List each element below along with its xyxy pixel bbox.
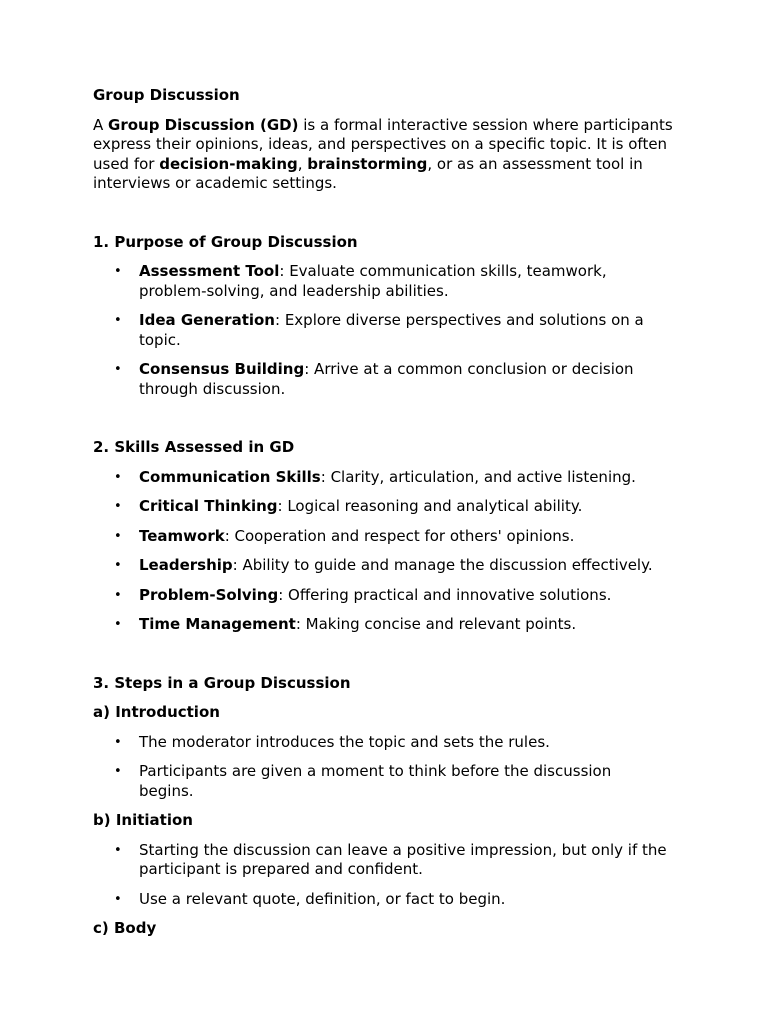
list-item-desc: : Making concise and relevant points.	[295, 615, 577, 633]
list-item-desc: : Ability to guide and manage the discussion effectively.	[232, 556, 653, 574]
list-item-term: Leadership	[139, 556, 233, 574]
introduction-list	[93, 733, 693, 802]
section-purpose	[93, 233, 693, 400]
list-item	[93, 556, 699, 576]
bullet-icon: •	[114, 734, 122, 750]
list-item	[93, 262, 669, 301]
bullet-icon: •	[114, 499, 122, 514]
list-item-term: Critical Thinking	[139, 497, 278, 515]
list-item-desc: : Clarity, articulation, and active listening.	[320, 467, 636, 486]
document-title: Group Discussion	[93, 86, 240, 104]
list-item-term: Time Management	[139, 615, 296, 633]
list-item-term: Teamwork	[139, 526, 225, 545]
bullet-icon: •	[114, 842, 122, 858]
list-item-desc: : Evaluate communication skills, teamwork, problem-solving, and leadership abilities.	[139, 262, 607, 300]
section-steps	[93, 674, 693, 939]
intro-text-4: , or as an assessment tool in interviews or academic settings.	[93, 154, 643, 192]
intro-text-1: A	[93, 115, 109, 134]
section-heading-purpose: 1. Purpose of Group Discussion	[93, 232, 358, 251]
list-item	[93, 762, 669, 801]
bullet-icon: •	[114, 362, 122, 377]
subheading-body: c) Body	[93, 919, 157, 937]
bullet-icon: •	[114, 891, 122, 907]
bullet-icon: •	[114, 469, 122, 485]
intro-paragraph	[93, 116, 673, 194]
intro-bold-decision-making: decision-making	[159, 154, 298, 173]
list-item	[93, 615, 699, 635]
list-item-text: The moderator introduces the topic and sets the rules.	[139, 732, 550, 751]
bullet-icon: •	[114, 528, 122, 544]
list-item-term: Problem-Solving	[139, 585, 279, 604]
list-item	[93, 311, 669, 350]
list-item	[93, 497, 699, 517]
list-item-desc: : Explore diverse perspectives and solutions on a topic.	[139, 311, 644, 349]
list-item-term: Consensus Building	[139, 360, 305, 378]
intro-text-3: ,	[297, 154, 308, 173]
list-item-text: Starting the discussion can leave a positive impression, but only if the participant is prepared and confident.	[139, 840, 667, 878]
list-item	[93, 841, 669, 880]
list-item-desc: : Offering practical and innovative solutions.	[278, 585, 612, 604]
list-item-text: Use a relevant quote, definition, or fact to begin.	[139, 889, 506, 908]
section-skills	[93, 438, 693, 635]
list-item-text: Participants are given a moment to think before the discussion begins.	[139, 762, 612, 800]
list-item	[93, 733, 669, 753]
list-item-desc: : Cooperation and respect for others' opinions.	[224, 526, 575, 545]
list-item	[93, 890, 669, 910]
list-item-desc: : Arrive at a common conclusion or decision through discussion.	[139, 360, 634, 398]
list-item	[93, 586, 699, 606]
purpose-list	[93, 262, 693, 399]
list-item-term: Assessment Tool	[139, 262, 280, 280]
list-item-desc: : Logical reasoning and analytical ability.	[277, 497, 583, 515]
skills-list	[93, 468, 693, 635]
bullet-icon: •	[114, 313, 122, 328]
intro-text-2: is a formal interactive session where participants express their opinions, ideas, and perspectives on a specific topic. It is often used for	[93, 115, 673, 173]
list-item	[93, 468, 699, 488]
section-heading-steps: 3. Steps in a Group Discussion	[93, 673, 351, 692]
list-item	[93, 360, 669, 399]
list-item-term: Communication Skills	[139, 467, 321, 486]
list-item-term: Idea Generation	[139, 311, 275, 329]
bullet-icon: •	[114, 764, 122, 779]
list-item	[93, 527, 699, 547]
intro-bold-gd: Group Discussion (GD)	[108, 115, 299, 134]
bullet-icon: •	[114, 558, 122, 573]
document-page	[93, 86, 693, 949]
bullet-icon: •	[114, 587, 122, 603]
subheading-initiation: b) Initiation	[93, 811, 193, 829]
section-heading-skills: 2. Skills Assessed in GD	[93, 438, 295, 456]
subheading-introduction: a) Introduction	[93, 703, 220, 721]
bullet-icon: •	[114, 617, 122, 632]
bullet-icon: •	[114, 264, 122, 279]
initiation-list	[93, 841, 693, 910]
intro-bold-brainstorming: brainstorming	[307, 154, 428, 173]
